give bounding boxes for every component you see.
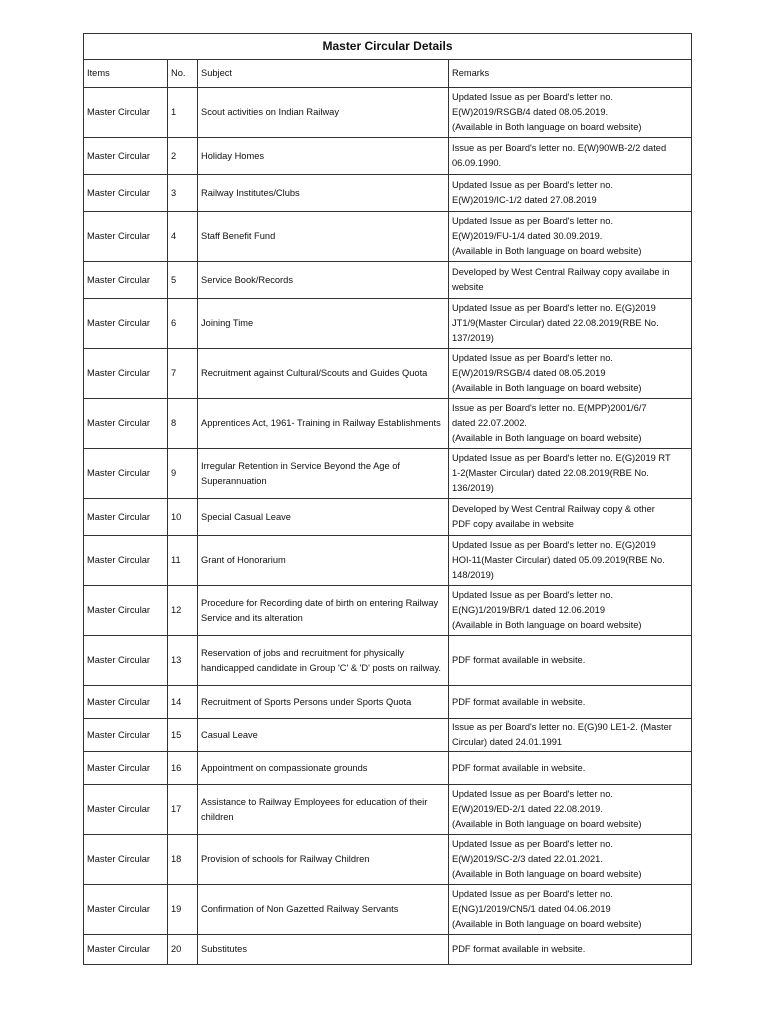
header-items: Items bbox=[84, 60, 168, 88]
remarks-line: Updated Issue as per Board's letter no. bbox=[452, 353, 613, 363]
cell-item: Master Circular bbox=[84, 785, 168, 835]
table-row bbox=[84, 262, 692, 299]
cell-item: Master Circular bbox=[84, 499, 168, 536]
remarks-line: Circular) dated 24.01.1991 bbox=[452, 737, 563, 747]
table-row bbox=[84, 349, 692, 399]
cell-no: 19 bbox=[168, 885, 198, 935]
cell-subject: Staff Benefit Fund bbox=[198, 212, 449, 262]
remarks-line: Updated Issue as per Board's letter no. E(G)2019 RT bbox=[452, 453, 671, 463]
remarks-line: Updated Issue as per Board's letter no. E(G)2019 bbox=[452, 303, 656, 313]
remarks-line: (Available in Both language on board website) bbox=[452, 246, 642, 256]
remarks-line: HOI-11(Master Circular) dated 05.09.2019(RBE No. bbox=[452, 555, 665, 565]
cell-remarks bbox=[449, 536, 692, 586]
cell-remarks bbox=[449, 785, 692, 835]
cell-no: 15 bbox=[168, 719, 198, 752]
header-row bbox=[84, 60, 692, 88]
cell-remarks bbox=[449, 349, 692, 399]
cell-item: Master Circular bbox=[84, 299, 168, 349]
table-body bbox=[84, 88, 692, 965]
cell-subject: Substitutes bbox=[198, 935, 449, 965]
master-circular-table bbox=[83, 33, 692, 965]
remarks-line: (Available in Both language on board website) bbox=[452, 122, 642, 132]
cell-remarks bbox=[449, 262, 692, 299]
cell-no: 18 bbox=[168, 835, 198, 885]
cell-no: 4 bbox=[168, 212, 198, 262]
cell-no: 13 bbox=[168, 636, 198, 686]
cell-item: Master Circular bbox=[84, 138, 168, 175]
cell-remarks bbox=[449, 399, 692, 449]
cell-item: Master Circular bbox=[84, 262, 168, 299]
cell-no: 3 bbox=[168, 175, 198, 212]
table-row bbox=[84, 299, 692, 349]
cell-remarks bbox=[449, 499, 692, 536]
remarks-line: E(W)2019/ED-2/1 dated 22.08.2019. bbox=[452, 804, 603, 814]
cell-item: Master Circular bbox=[84, 935, 168, 965]
cell-item: Master Circular bbox=[84, 399, 168, 449]
remarks-line: PDF copy availabe in website bbox=[452, 519, 574, 529]
table-row bbox=[84, 752, 692, 785]
cell-item: Master Circular bbox=[84, 586, 168, 636]
cell-subject: Irregular Retention in Service Beyond the Age of Superannuation bbox=[198, 449, 449, 499]
remarks-line: (Available in Both language on board website) bbox=[452, 383, 642, 393]
remarks-line: 06.09.1990. bbox=[452, 158, 502, 168]
cell-remarks bbox=[449, 212, 692, 262]
remarks-line: dated 22.07.2002. bbox=[452, 418, 527, 428]
table-row bbox=[84, 586, 692, 636]
cell-no: 17 bbox=[168, 785, 198, 835]
remarks-line: Updated Issue as per Board's letter no. bbox=[452, 839, 613, 849]
remarks-line: Updated Issue as per Board's letter no. bbox=[452, 216, 613, 226]
cell-remarks bbox=[449, 449, 692, 499]
header-no: No. bbox=[168, 60, 198, 88]
cell-subject: Joining Time bbox=[198, 299, 449, 349]
cell-subject: Recruitment against Cultural/Scouts and Guides Quota bbox=[198, 349, 449, 399]
cell-remarks bbox=[449, 88, 692, 138]
remarks-line: Updated Issue as per Board's letter no. bbox=[452, 92, 613, 102]
cell-subject: Grant of Honorarium bbox=[198, 536, 449, 586]
cell-subject: Appointment on compassionate grounds bbox=[198, 752, 449, 785]
cell-remarks bbox=[449, 175, 692, 212]
remarks-line: 1-2(Master Circular) dated 22.08.2019(RBE No. bbox=[452, 468, 649, 478]
cell-item: Master Circular bbox=[84, 719, 168, 752]
remarks-line: (Available in Both language on board website) bbox=[452, 819, 642, 829]
cell-no: 10 bbox=[168, 499, 198, 536]
remarks-line: (Available in Both language on board website) bbox=[452, 620, 642, 630]
cell-no: 16 bbox=[168, 752, 198, 785]
table-title: Master Circular Details bbox=[84, 34, 692, 60]
cell-subject: Service Book/Records bbox=[198, 262, 449, 299]
remarks-line: Updated Issue as per Board's letter no. bbox=[452, 180, 613, 190]
table-row bbox=[84, 175, 692, 212]
table-row bbox=[84, 885, 692, 935]
cell-no: 2 bbox=[168, 138, 198, 175]
remarks-line: Issue as per Board's letter no. E(G)90 LE1-2. (Master bbox=[452, 722, 672, 732]
cell-no: 7 bbox=[168, 349, 198, 399]
remarks-line: E(W)2019/FU-1/4 dated 30.09.2019. bbox=[452, 231, 603, 241]
cell-subject: Apprentices Act, 1961- Training in Railway Establishments bbox=[198, 399, 449, 449]
cell-no: 9 bbox=[168, 449, 198, 499]
table-row bbox=[84, 88, 692, 138]
table-row bbox=[84, 399, 692, 449]
table-row bbox=[84, 636, 692, 686]
remarks-line: PDF format available in website. bbox=[452, 655, 586, 665]
cell-subject: Special Casual Leave bbox=[198, 499, 449, 536]
cell-no: 1 bbox=[168, 88, 198, 138]
table-row bbox=[84, 935, 692, 965]
cell-remarks bbox=[449, 686, 692, 719]
cell-no: 11 bbox=[168, 536, 198, 586]
table-row bbox=[84, 835, 692, 885]
remarks-line: E(W)2019/RSGB/4 dated 08.05.2019. bbox=[452, 107, 609, 117]
remarks-line: Issue as per Board's letter no. E(MPP)2001/6/7 bbox=[452, 403, 647, 413]
cell-item: Master Circular bbox=[84, 636, 168, 686]
cell-subject: Confirmation of Non Gazetted Railway Servants bbox=[198, 885, 449, 935]
remarks-line: Updated Issue as per Board's letter no. bbox=[452, 590, 613, 600]
table-row bbox=[84, 212, 692, 262]
cell-item: Master Circular bbox=[84, 449, 168, 499]
remarks-line: Developed by West Central Railway copy & other bbox=[452, 504, 655, 514]
remarks-line: (Available in Both language on board website) bbox=[452, 869, 642, 879]
cell-remarks bbox=[449, 299, 692, 349]
table-row bbox=[84, 449, 692, 499]
remarks-line: website bbox=[452, 282, 484, 292]
cell-remarks bbox=[449, 586, 692, 636]
cell-no: 20 bbox=[168, 935, 198, 965]
cell-subject: Railway Institutes/Clubs bbox=[198, 175, 449, 212]
remarks-line: Updated Issue as per Board's letter no. bbox=[452, 789, 613, 799]
remarks-line: PDF format available in website. bbox=[452, 944, 586, 954]
cell-item: Master Circular bbox=[84, 752, 168, 785]
table-row bbox=[84, 686, 692, 719]
cell-subject: Holiday Homes bbox=[198, 138, 449, 175]
cell-remarks bbox=[449, 636, 692, 686]
cell-remarks bbox=[449, 885, 692, 935]
cell-remarks bbox=[449, 138, 692, 175]
cell-no: 6 bbox=[168, 299, 198, 349]
cell-subject: Assistance to Railway Employees for education of their children bbox=[198, 785, 449, 835]
cell-remarks bbox=[449, 719, 692, 752]
cell-subject: Reservation of jobs and recruitment for physically handicapped candidate in Group 'C' & 'D' posts on railway. bbox=[198, 636, 449, 686]
remarks-line: Developed by West Central Railway copy availabe in bbox=[452, 267, 670, 277]
table-row bbox=[84, 719, 692, 752]
remarks-line: E(NG)1/2019/BR/1 dated 12.06.2019 bbox=[452, 605, 605, 615]
cell-remarks bbox=[449, 752, 692, 785]
cell-item: Master Circular bbox=[84, 885, 168, 935]
remarks-line: PDF format available in website. bbox=[452, 696, 586, 707]
cell-item: Master Circular bbox=[84, 212, 168, 262]
cell-no: 12 bbox=[168, 586, 198, 636]
cell-item: Master Circular bbox=[84, 349, 168, 399]
cell-remarks bbox=[449, 835, 692, 885]
header-subject: Subject bbox=[198, 60, 449, 88]
cell-no: 5 bbox=[168, 262, 198, 299]
remarks-line: 136/2019) bbox=[452, 483, 494, 493]
cell-subject: Scout activities on Indian Railway bbox=[198, 88, 449, 138]
cell-remarks bbox=[449, 935, 692, 965]
cell-subject: Provision of schools for Railway Children bbox=[198, 835, 449, 885]
header-remarks: Remarks bbox=[449, 60, 692, 88]
title-row bbox=[84, 34, 692, 60]
remarks-line: (Available in Both language on board website) bbox=[452, 919, 642, 929]
remarks-line: E(W)2019/IC-1/2 dated 27.08.2019 bbox=[452, 195, 597, 205]
remarks-line: E(W)2019/RSGB/4 dated 08.05.2019 bbox=[452, 368, 606, 378]
cell-item: Master Circular bbox=[84, 88, 168, 138]
cell-no: 14 bbox=[168, 686, 198, 719]
remarks-line: 148/2019) bbox=[452, 570, 494, 580]
remarks-line: E(NG)1/2019/CN5/1 dated 04.06.2019 bbox=[452, 904, 611, 914]
remarks-line: (Available in Both language on board website) bbox=[452, 433, 642, 443]
remarks-line: E(W)2019/SC-2/3 dated 22.01.2021. bbox=[452, 854, 603, 864]
cell-item: Master Circular bbox=[84, 835, 168, 885]
cell-item: Master Circular bbox=[84, 175, 168, 212]
remarks-line: JT1/9(Master Circular) dated 22.08.2019(RBE No. bbox=[452, 318, 659, 328]
table-row bbox=[84, 499, 692, 536]
remarks-line: PDF format available in website. bbox=[452, 762, 586, 773]
table-row bbox=[84, 138, 692, 175]
remarks-line: Updated Issue as per Board's letter no. E(G)2019 bbox=[452, 540, 656, 550]
cell-subject: Procedure for Recording date of birth on entering Railway Service and its alteration bbox=[198, 586, 449, 636]
table-row bbox=[84, 785, 692, 835]
cell-item: Master Circular bbox=[84, 686, 168, 719]
cell-subject: Casual Leave bbox=[198, 719, 449, 752]
remarks-line: 137/2019) bbox=[452, 333, 494, 343]
table-row bbox=[84, 536, 692, 586]
cell-no: 8 bbox=[168, 399, 198, 449]
remarks-line: Updated Issue as per Board's letter no. bbox=[452, 889, 613, 899]
remarks-line: Issue as per Board's letter no. E(W)90WB-2/2 dated bbox=[452, 143, 667, 153]
cell-item: Master Circular bbox=[84, 536, 168, 586]
cell-subject: Recruitment of Sports Persons under Sports Quota bbox=[198, 686, 449, 719]
